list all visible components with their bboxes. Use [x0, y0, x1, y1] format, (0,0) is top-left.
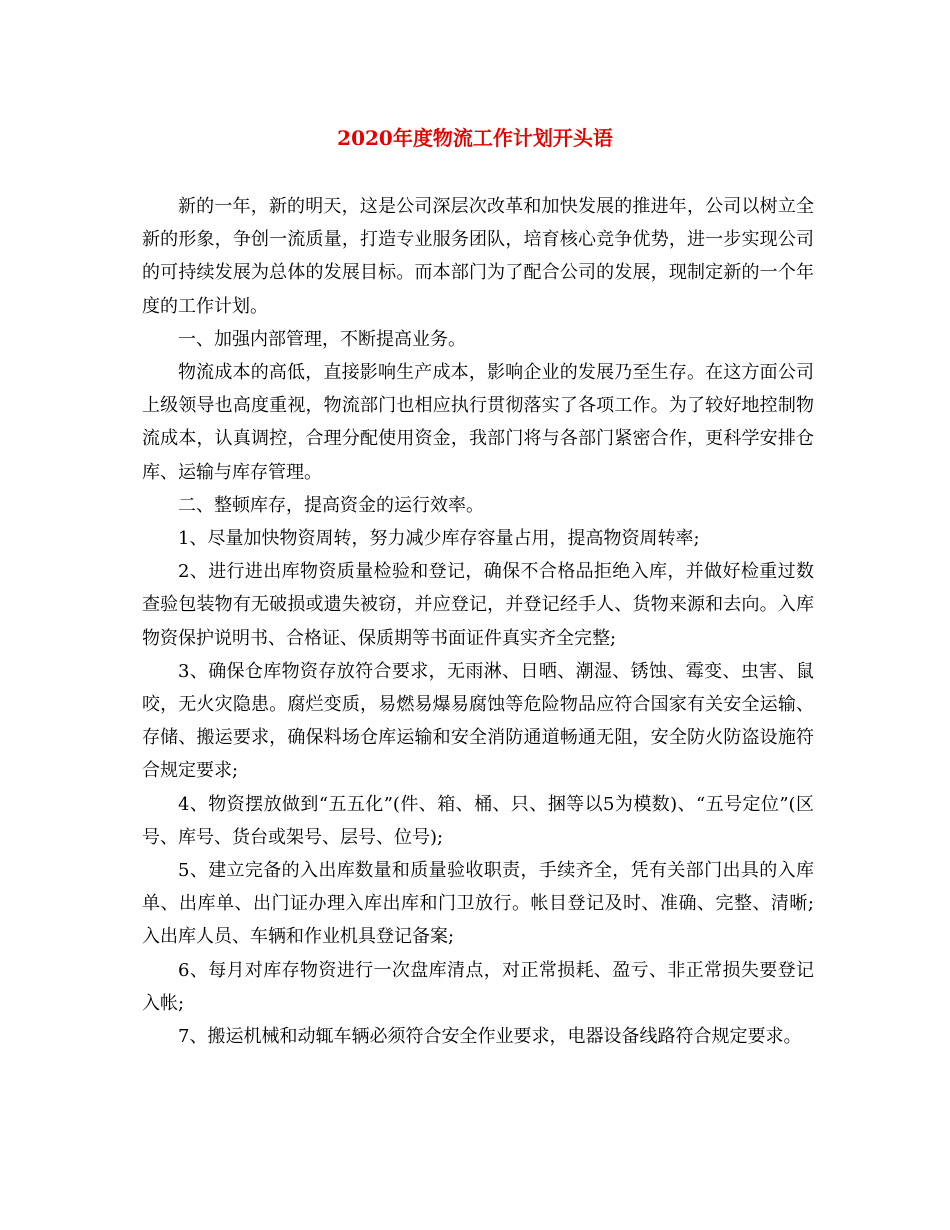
section-heading-1: 一、加强内部管理，不断提高业务。: [178, 328, 466, 350]
paragraph-cost-control: 物流成本的高低，直接影响生产成本，影响企业的发展乃至生存。在这方面公司上级领导也高度重视，物流部门也相应执行贯彻落实了各项工作。为了较好地控制物流成本，认真调控，合理分配使用资金，我部门将与各部门紧密合作，更科学安排仓库、运输与库存管理。: [142, 362, 814, 483]
list-item-5: 5、建立完备的入出库数量和质量验收职责，手续齐全，凭有关部门出具的入库单、出库单、出门证办理入库出库和门卫放行。帐目登记及时、准确、完整、清晰;入出库人员、车辆和作业机具登记备案;: [142, 860, 814, 948]
document-title: 2020年度物流工作计划开头语: [337, 126, 613, 150]
list-item-6: 6、每月对库存物资进行一次盘库清点，对正常损耗、盈亏、非正常损失要登记入帐;: [142, 959, 814, 1014]
list-item-1: 1、尽量加快物资周转，努力减少库存容量占用，提高物资周转率;: [178, 528, 700, 550]
document-body: [142, 190, 814, 1053]
section-heading-2: 二、整顿库存，提高资金的运行效率。: [178, 494, 484, 516]
paragraph-intro: 新的一年，新的明天，这是公司深层次改革和加快发展的推进年，公司以树立全新的形象，争创一流质量，打造专业服务团队，培育核心竞争优势，进一步实现公司的可持续发展为总体的发展目标。而本部门为了配合公司的发展，现制定新的一个年度的工作计划。: [142, 196, 814, 317]
list-item-4: 4、物资摆放做到“五五化”(件、箱、桶、只、捆等以5为模数)、“五号定位”(区号、库号、货台或架号、层号、位号);: [142, 793, 814, 848]
list-item-3: 3、确保仓库物资存放符合要求，无雨淋、日晒、潮湿、锈蚀、霉变、虫害、鼠咬，无火灾隐患。腐烂变质，易燃易爆易腐蚀等危险物品应符合国家有关安全运输、存储、搬运要求，确保料场仓库运输和安全消防通道畅通无阻，安全防火防盗设施符合规定要求;: [142, 660, 814, 782]
list-item-2: 2、进行进出库物资质量检验和登记，确保不合格品拒绝入库，并做好检重过数查验包装物有无破损或遗失被窃，并应登记，并登记经手人、货物来源和去向。入库物资保护说明书、合格证、保质期等书面证件真实齐全完整;: [142, 561, 814, 649]
list-item-7: 7、搬运机械和动辄车辆必须符合安全作业要求，电器设备线路符合规定要求。: [178, 1026, 802, 1048]
